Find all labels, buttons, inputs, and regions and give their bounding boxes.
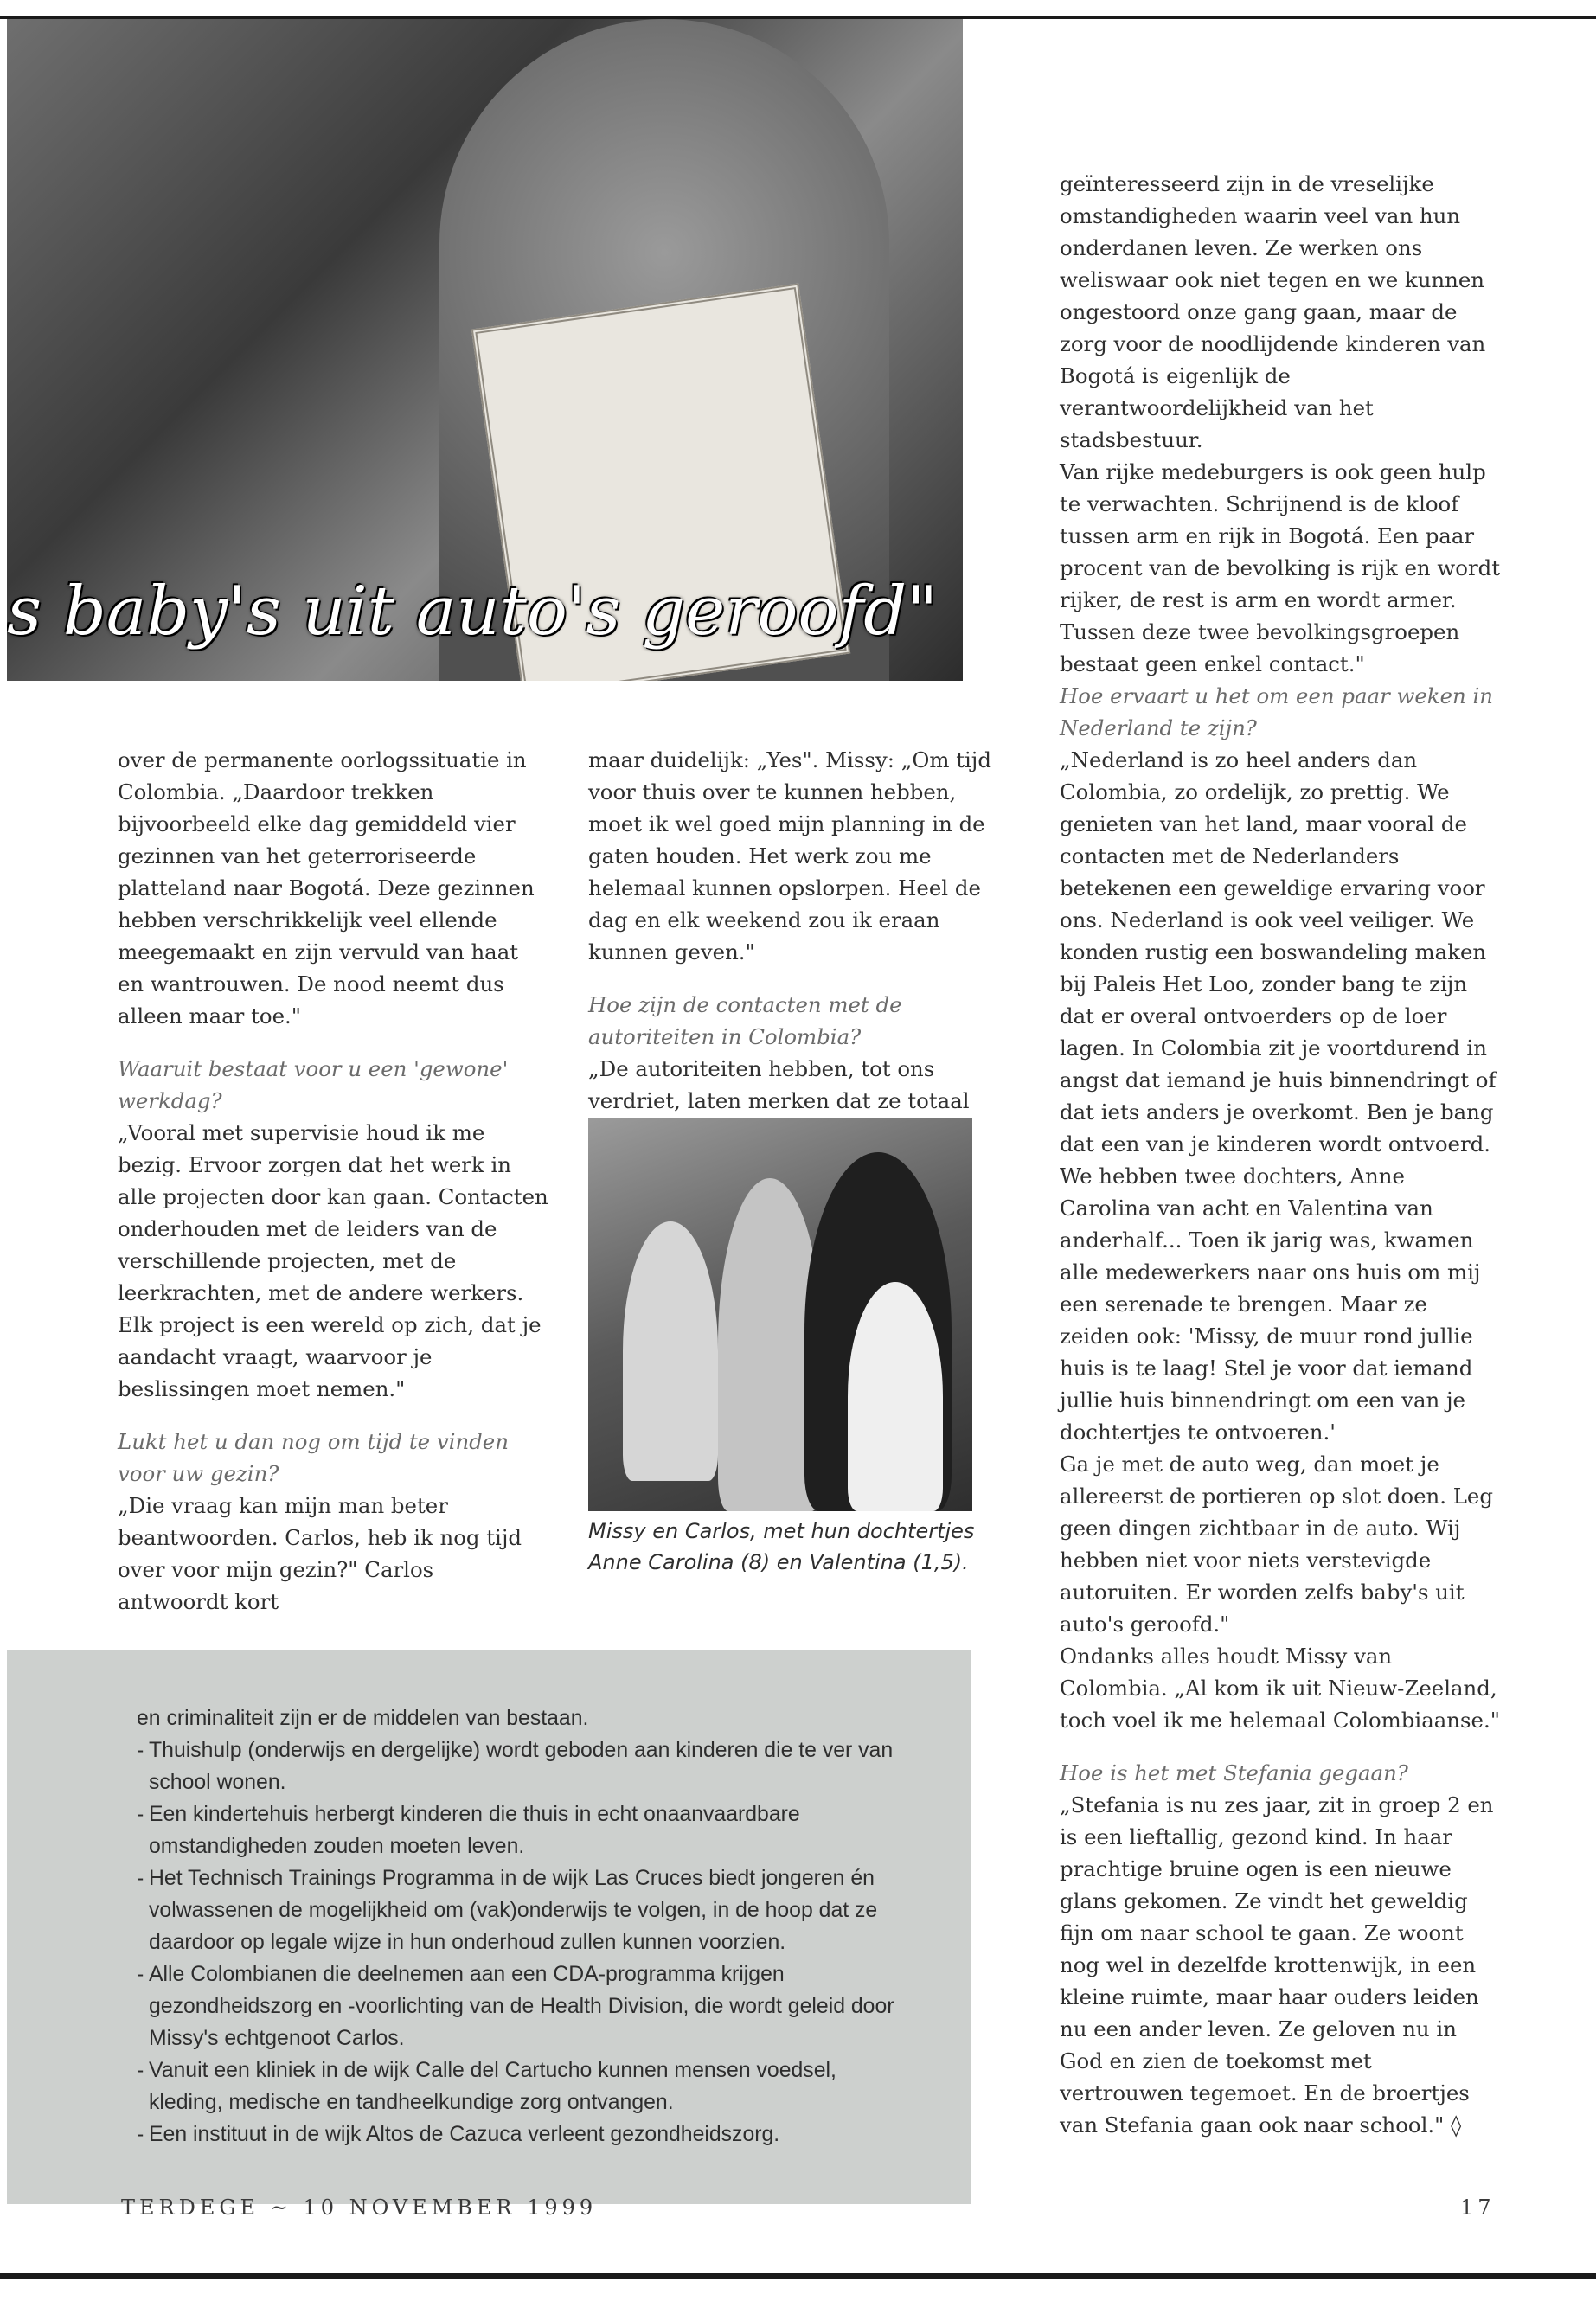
paragraph: Ga je met de auto weg, dan moet je allereerst de portieren op slot doen. Leg geen dingen zichtbaar in de auto. Wij hebben niet voor niets verstevigde autoruiten. Er worden zelfs baby's uit auto's geroofd." <box>1060 1452 1493 1637</box>
sidebar-box-item: - Een kindertehuis herbergt kinderen die thuis in echt onaanvaardbare omstandigheden zouden moeten leven. <box>137 1798 915 1862</box>
paragraph: geïnteresseerd zijn in de vreselijke omstandigheden waarin veel van hun onderdanen leven. Ze werken ons weliswaar ook niet tegen en we kunnen ongestoord onze gang gaan, maar de zorg voor de noodlijdende kinderen van Bogotá is eigenlijk de verantwoordelijkheid van het stadsbestuur. <box>1060 171 1486 452</box>
paragraph: over de permanente oorlogssituatie in Colombia. „Daardoor trekken bijvoorbeeld elke dag gemiddeld vier gezinnen van het geterroriseerde platteland naar Bogotá. Deze gezinnen hebben verschrikkelijk veel ellende meegemaakt en zijn vervuld van haat en wantrouwen. De nood neemt dus alleen maar toe." <box>118 747 535 1029</box>
interview-question: Hoe zijn de contacten met de autoriteiten in Colombia? <box>588 992 902 1049</box>
sidebar-box <box>7 1650 971 2204</box>
footer-publication: TERDEGE ~ 10 NOVEMBER 1999 <box>121 2195 598 2220</box>
figure-child-small <box>623 1221 718 1481</box>
sidebar-box-item: - Vanuit een kliniek in de wijk Calle del Cartucho kunnen mensen voedsel, kleding, medische en tandheelkundige zorg ontvangen. <box>137 2054 915 2118</box>
sidebar-box-list <box>137 1734 915 2150</box>
interview-question: Hoe ervaart u het om een paar weken in Nederland te zijn? <box>1060 683 1493 740</box>
sidebar-box-lead: en criminaliteit zijn er de middelen van bestaan. <box>137 1707 589 1730</box>
sidebar-box-item: - Thuishulp (onderwijs en dergelijke) wordt geboden aan kinderen die te ver van school wonen. <box>137 1734 915 1798</box>
paragraph: Van rijke medeburgers is ook geen hulp te verwachten. Schrijnend is de kloof tussen arm en rijk in Bogotá. Een paar procent van de bevolking is rijk en wordt rijker, de rest is arm en wordt armer. Tussen deze twee bevolkingsgroepen bestaat geen enkel contact." <box>1060 459 1501 676</box>
article-column-3-bottom <box>1060 680 1501 2141</box>
interview-question: Lukt het u dan nog om tijd te vinden voor uw gezin? <box>118 1429 509 1486</box>
footer-page-number: 17 <box>1460 2195 1496 2220</box>
figure-daughter <box>848 1282 943 1511</box>
article-column-3-top <box>1060 168 1501 680</box>
sidebar-box-item: - Het Technisch Trainings Programma in de wijk Las Cruces biedt jongeren én volwassenen de mogelijkheid om (vak)onderwijs te volgen, in de hoop dat ze daardoor op legale wijze in hun onderhoud zullen kunnen voorzien. <box>137 1862 915 1958</box>
paragraph: „Vooral met supervisie houd ik me bezig. Ervoor zorgen dat het werk in alle projecten door kan gaan. Contacten onderhouden met de leiders van de verschillende projecten, met de leerkrachten, met de andere werkers. Elk project is een wereld op zich, dat je aandacht vraagt, waarvoor je beslissingen moet nemen." <box>118 1120 548 1401</box>
interview-question: Waaruit bestaat voor u een 'gewone' werkdag? <box>118 1056 509 1113</box>
sidebar-box-text <box>137 1702 915 2150</box>
bottom-rule <box>0 2273 1596 2279</box>
article-column-2 <box>588 744 995 1149</box>
photo-caption: Missy en Carlos, met hun dochtertjes Anne Carolina (8) en Valentina (1,5). <box>588 1519 975 1574</box>
photo-family <box>588 1118 972 1511</box>
paragraph: „De autoriteiten hebben, tot ons verdriet, laten merken dat ze totaal <box>588 1056 970 1113</box>
paragraph: „Stefania is nu zes jaar, zit in groep 2 en is een lieftallig, gezond kind. In haar prachtige bruine ogen is een nieuwe glans gekomen. Ze vindt het geweldig fijn om naar school te gaan. Ze woont nog wel in dezelfde krottenwijk, in een kleine ruimte, maar haar ouders leiden nu een ander leven. Ze geloven nu in God en zien de toekomst met vertrouwen tegemoet. En de broertjes van Stefania gaan ook naar school." ◊ <box>1060 1792 1494 2138</box>
sidebar-box-item: - Een instituut in de wijk Altos de Cazuca verleent gezondheidszorg. <box>137 2118 915 2150</box>
paragraph: „Nederland is zo heel anders dan Colombia, zo ordelijk, zo prettig. We genieten van het land, maar vooral de contacten met de Nederlanders betekenen een geweldige ervaring voor ons. Nederland is ook veel veiliger. We konden rustig een boswandeling maken bij Paleis Het Loo, zonder bang te zijn dat er overal ontvoerders op de loer lagen. In Colombia zit je voortdurend in angst dat iemand je huis binnendringt of dat iets anders je overkomt. Ben je bang dat een van je kinderen wordt ontvoerd. We hebben twee dochters, Anne Carolina van acht en Valentina van anderhalf... Toen ik jarig was, kwamen alle medewerkers naar ons huis om mij een serenade te brengen. Maar ze zeiden ook: 'Missy, de muur rond jullie huis is te laag! Stel je voor dat iemand jullie huis binnendringt om een van je dochtertjes te ontvoeren.' <box>1060 747 1497 1445</box>
paragraph: „Die vraag kan mijn man beter beantwoorden. Carlos, heb ik nog tijd over voor mijn gezin?" Carlos antwoordt kort <box>118 1493 522 1614</box>
sidebar-box-item: - Alle Colombianen die deelnemen aan een CDA-programma krijgen gezondheidszorg en -voorlichting van de Health Division, die wordt geleid door Missy's echtgenoot Carlos. <box>137 1958 915 2054</box>
paragraph: maar duidelijk: „Yes". Missy: „Om tijd voor thuis over te kunnen hebben, moet ik wel goed mijn planning in de gaten houden. Het werk zou me helemaal kunnen opslorpen. Heel de dag en elk weekend zou ik eraan kunnen geven." <box>588 747 991 965</box>
photo-children-certificate <box>7 19 963 681</box>
photo-tagline: s baby's uit auto's geroofd" <box>7 573 939 651</box>
paragraph: Ondanks alles houdt Missy van Colombia. „Al kom ik uit Nieuw-Zeeland, toch voel ik me helemaal Colombiaanse." <box>1060 1644 1500 1733</box>
interview-question: Hoe is het met Stefania gegaan? <box>1060 1760 1408 1785</box>
article-column-1 <box>118 744 550 1618</box>
